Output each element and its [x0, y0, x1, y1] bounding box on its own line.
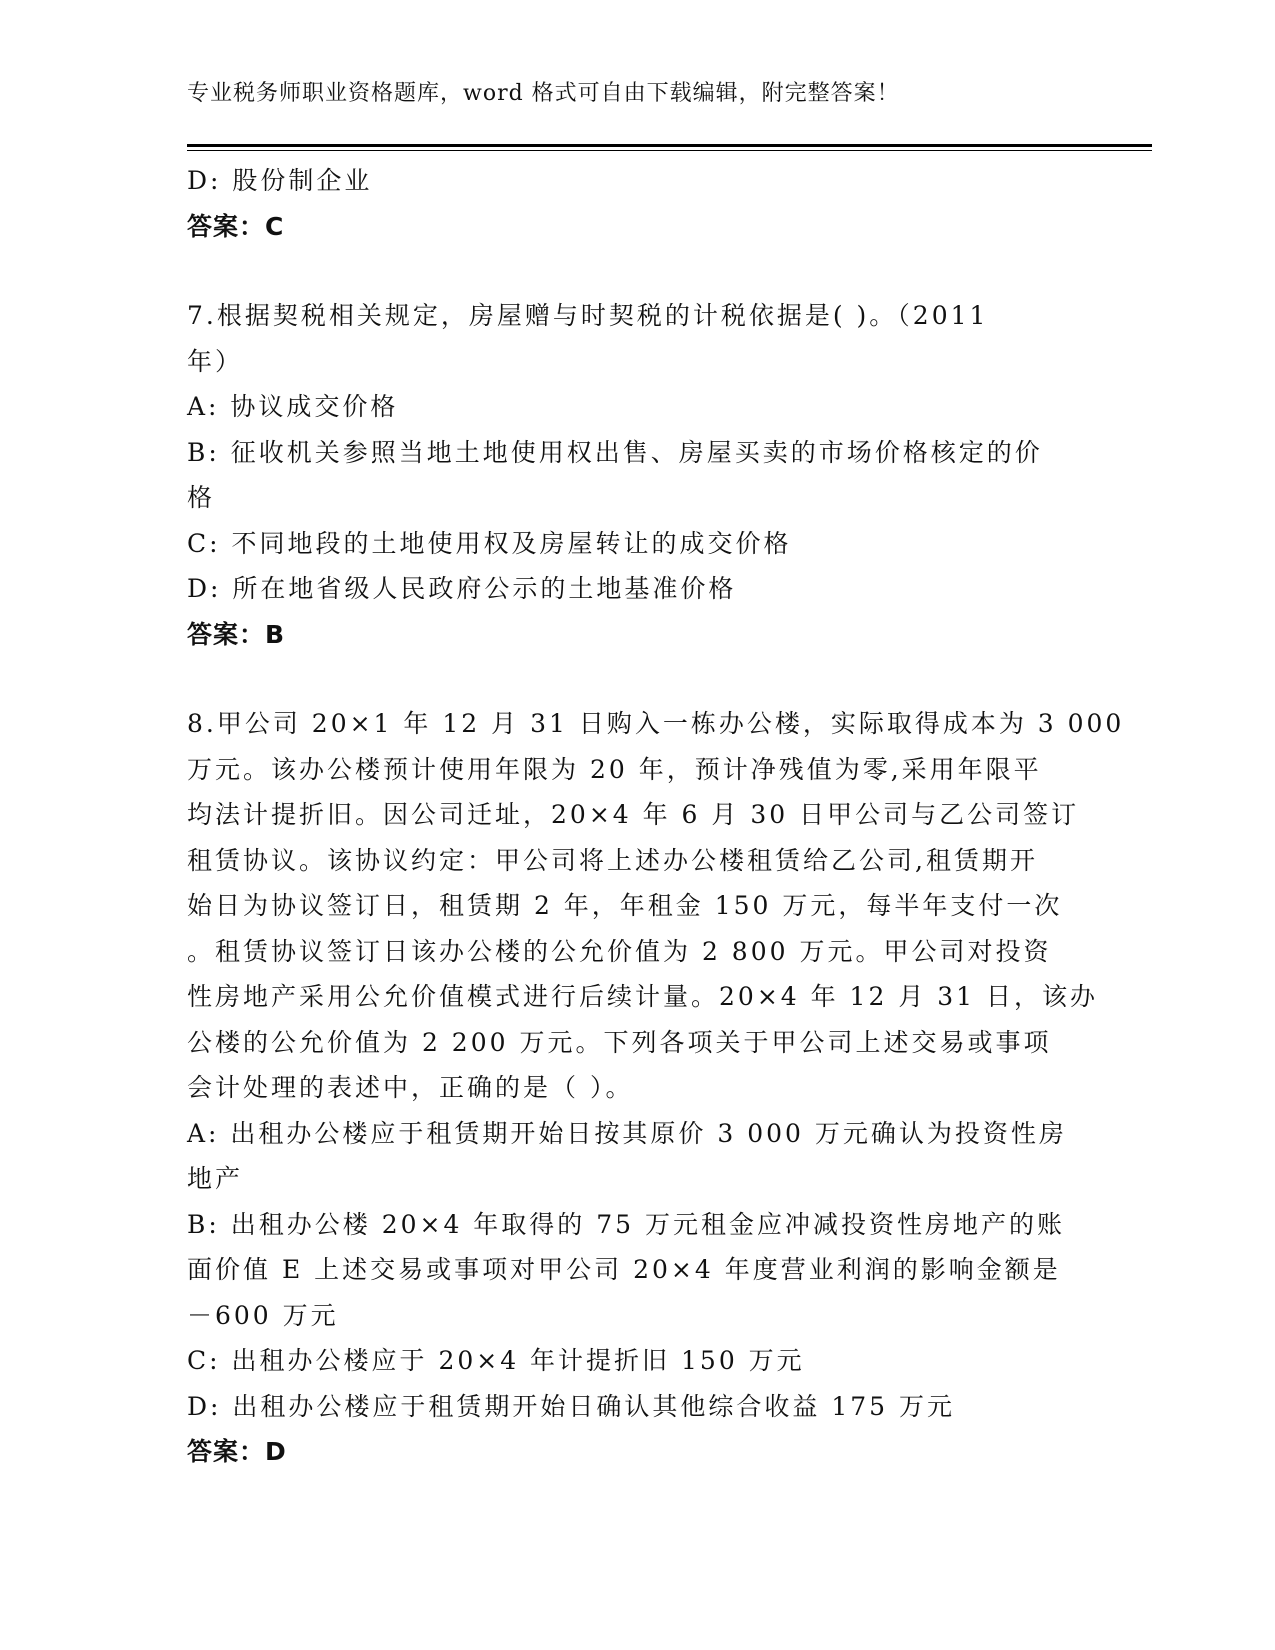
q8-stem-line: 万元。该办公楼预计使用年限为 20 年，预计净残值为零,采用年限平	[187, 754, 1042, 784]
header-divider-thick	[187, 144, 1152, 147]
question-spacer	[187, 249, 1087, 293]
q8-stem-line: 始日为协议签订日，租赁期 2 年，年租金 150 万元，每半年支付一次	[187, 891, 1063, 920]
q7-stem-line: 7.根据契税相关规定，房屋赠与时契税的计税依据是( )。（2011	[187, 301, 989, 330]
q7-option-c: C: 不同地段的土地使用权及房屋转让的成交价格	[187, 528, 792, 558]
question-7	[187, 293, 1087, 657]
q7-option-d: D: 所在地省级人民政府公示的土地基准价格	[187, 574, 737, 603]
q8-stem-line: 租赁协议。该协议约定：甲公司将上述办公楼租赁给乙公司,租赁期开	[187, 845, 1038, 875]
question-spacer	[187, 657, 1087, 701]
q7-answer: 答案：B	[187, 619, 286, 649]
q8-option-b-line: 面价值 E 上述交易或事项对甲公司 20×4 年度营业利润的影响金额是	[187, 1255, 1061, 1284]
q8-stem-line: 。租赁协议签订日该办公楼的公允价值为 2 800 万元。甲公司对投资	[187, 936, 1052, 966]
page-header: 专业税务师职业资格题库，word 格式可自由下载编辑，附完整答案！	[187, 81, 900, 106]
q8-stem-line: 均法计提折旧。因公司迁址，20×4 年 6 月 30 日甲公司与乙公司签订	[187, 800, 1080, 829]
q8-answer: 答案：D	[187, 1437, 287, 1466]
q8-stem-line: 公楼的公允价值为 2 200 万元。下列各项关于甲公司上述交易或事项	[187, 1027, 1052, 1057]
q8-option-a-line: 地产	[187, 1164, 244, 1193]
q7-option-b-line: 格	[187, 483, 216, 512]
q8-option-b-line: B: 出租办公楼 20×4 年取得的 75 万元租金应冲减投资性房地产的账	[187, 1209, 1066, 1239]
q6-option-d: D: 股份制企业	[187, 166, 373, 195]
q7-option-a: A: 协议成交价格	[187, 392, 399, 421]
q8-option-b-line: －600 万元	[187, 1300, 339, 1330]
q7-option-b-line: B: 征收机关参照当地土地使用权出售、房屋买卖的市场价格核定的价	[187, 437, 1043, 467]
q6-answer: 答案：C	[187, 211, 285, 241]
question-8	[187, 701, 1125, 1475]
q8-option-a-line: A: 出租办公楼应于租赁期开始日按其原价 3 000 万元确认为投资性房	[187, 1118, 1067, 1148]
q8-option-d: D: 出租办公楼应于租赁期开始日确认其他综合收益 175 万元	[187, 1391, 956, 1421]
q8-stem-line: 8.甲公司 20×1 年 12 月 31 日购入一栋办公楼，实际取得成本为 3 000	[187, 709, 1125, 738]
q8-option-c: C: 出租办公楼应于 20×4 年计提折旧 150 万元	[187, 1346, 805, 1375]
q8-stem-line: 会计处理的表述中，正确的是（ ）。	[187, 1073, 634, 1102]
q7-stem-line: 年）	[187, 346, 244, 376]
document-body	[187, 158, 1125, 1475]
q8-stem-line: 性房地产采用公允价值模式进行后续计量。20×4 年 12 月 31 日，该办	[187, 982, 1099, 1011]
header-divider-thin	[187, 150, 1152, 151]
